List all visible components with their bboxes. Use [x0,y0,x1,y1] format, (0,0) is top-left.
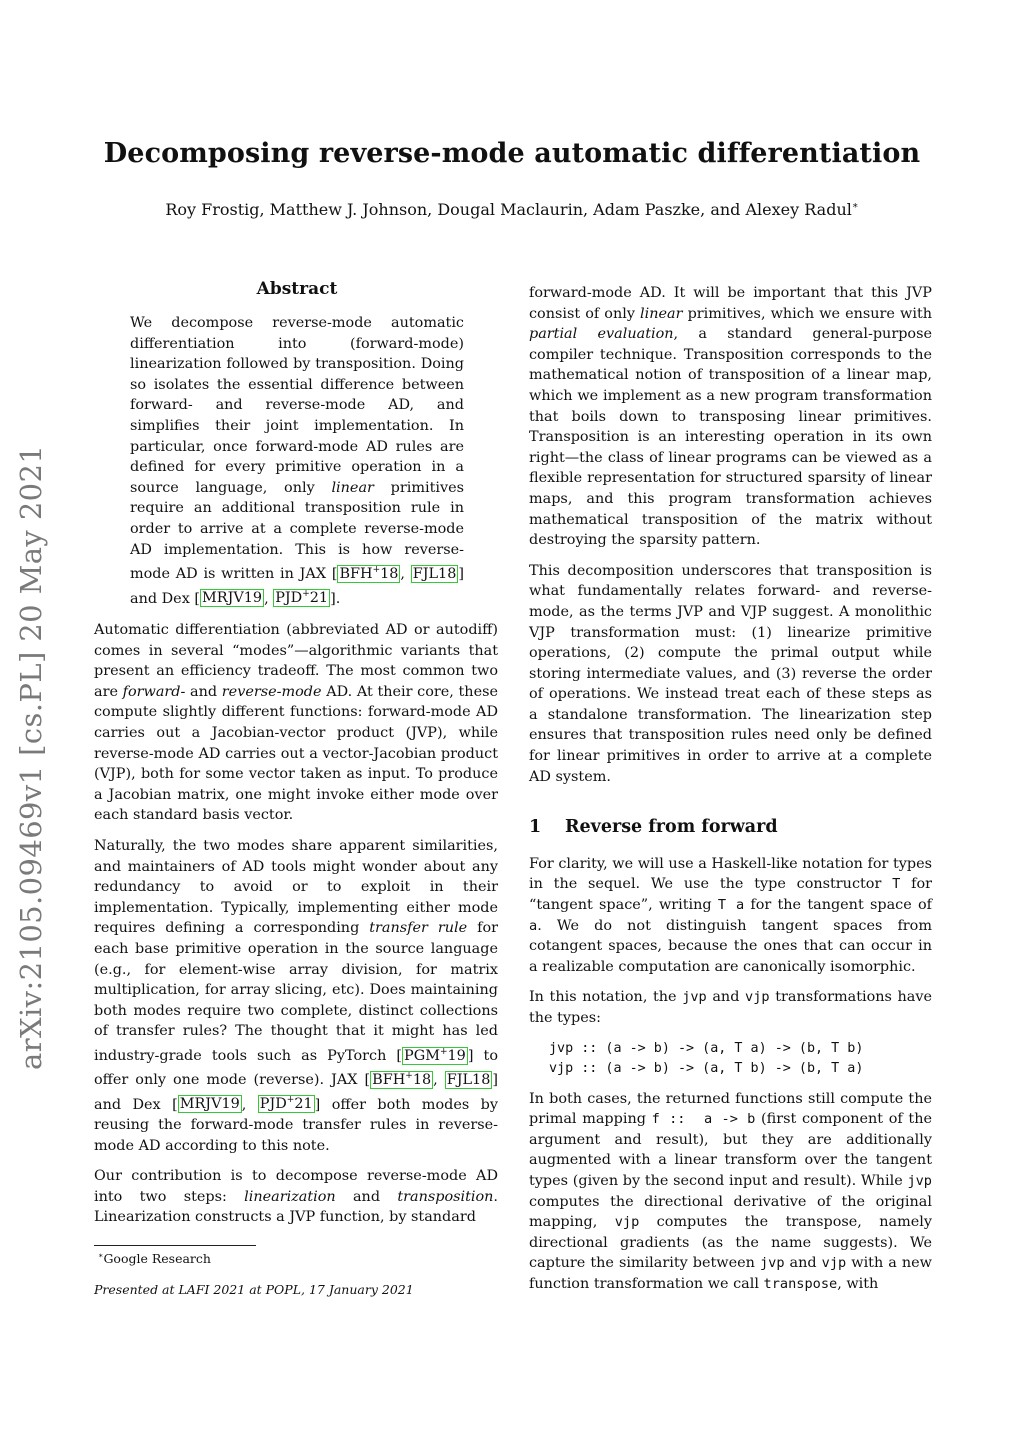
left-paragraph-2: Naturally, the two modes share apparent similarities, and maintainers of AD tools might wonder about any redundancy to avoid or to exploit in their implementation. Typically, implementing either mode requires defining a corresponding transfer rule for each base primitive operation in the source language (e.g., for element-wise array division, for matrix multiplication, for array slicing, etc). Does maintaining both modes require two complete, distinct collections of transfer rules? The thought that it might has led industry-grade tools such as PyTorch [ PGM+19 ] to offer only one mode (reverse). JAX [ BFH+18 , FJL18 ] and Dex [ MRJV19 , PJD+21 ] offer both modes by reusing the forward-mode transfer rules in reverse-mode AD according to this note. [94,837,498,1154]
abstract-text-part: and Dex [130,590,195,607]
footnote-divider [94,1245,256,1246]
left-paragraph-3 [94,1166,498,1228]
citation-separator: , [400,565,411,582]
citation-key: PJD [275,590,303,607]
abstract-text-part: We decompose reverse-mode automatic differentiation into (forward-mode) linearization followed by transposition. Doing so isolates the essential difference between forward- and reverse-mode AD, and simplifies their joint implementation. In particular, once forward-mode AD rules are defined for every primitive operation in a source language, only [130,315,464,496]
citation-link[interactable] [337,565,400,583]
code-inline: vjp [821,1255,847,1272]
text-run: and [784,1255,822,1272]
code-inline: transpose [763,1275,838,1292]
abstract-text: We decompose reverse-mode automatic differentiation into (forward-mode) linearization followed by transposition. Doing so isolates the essential difference between forward- and reverse-mode AD, and simplifies their joint implementation. In particular, once forward-mode AD rules are defined for every primitive operation in a source language, only linear primitives require an additional transposition rule in order to arrive at a complete reverse-mode AD implementation. This is how reverse-mode AD is written in JAX [ BFH+18 , FJL18 ] and Dex [ MRJV19 , PJD+21 ]. [130,315,464,607]
citation-key-sup: + [372,565,381,576]
text-run: (first component of the argument and result), but they are additionally augmented with a linear transform over the tangent types (given by the second input and result). While [529,1111,932,1189]
abstract-block [130,313,464,619]
section-heading [529,817,932,838]
text-run: for the tangent space of [744,897,932,914]
text-run: Automatic differentiation (abbreviated AD or autodiff) comes in several “modes”—algorithmic variants that present an efficiency tradeoff. The most common two are [94,622,498,700]
citation-link[interactable]: MRJV19 [179,1096,240,1113]
emphasis: reverse-mode [221,683,322,700]
code-inline: jvp [907,1172,932,1189]
emphasis: linearization [244,1188,336,1205]
citation-key-year: 21 [294,1096,313,1113]
abstract-emphasis: linear [331,479,374,496]
citation-link[interactable] [402,1047,468,1065]
text-run: and [706,989,746,1006]
text-run: , a standard general-purpose compiler technique. Transposition corresponds to the mathematical notion of transposition of a linear map, which we implement as a new program transformation that boils down to transposing linear primitives. Transposition is an interesting operation in its own right—the class of linear programs can be viewed as a flexible representation for structured sparsity of linear maps, and this program transformation achieves mathematical transposition of the matrix without destroying the sparsity pattern. [529,326,932,549]
text-run: forward-mode AD. It will be important that this JVP consist of only [529,285,932,322]
citation-key: BFH [339,565,373,582]
left-column [94,620,498,1238]
text-run: computes the transpose, namely directional gradients (as the name suggests). We capture the similarity between [529,1214,932,1272]
paper-title: Decomposing reverse-mode automatic differentiation [103,138,921,169]
text-run: and [185,683,222,700]
citation-link[interactable]: FJL18 [446,1072,491,1089]
citation-link[interactable] [258,1095,315,1113]
citation-key-sup: + [405,1071,413,1082]
right-paragraph-4 [529,987,932,1028]
footnote-mark: ∗ [98,1251,104,1260]
text-run: with a new function transformation we call [529,1255,932,1292]
code-line-jvp: jvp :: (a -> b) -> (a, T a) -> (b, T b) [549,1040,864,1056]
text-run: and [335,1188,398,1205]
text-run: for “tangent space”, writing [529,876,932,914]
emphasis: transfer rule [369,920,468,937]
citation-link[interactable] [273,589,330,607]
text-run: Naturally, the two modes share apparent similarities, and maintainers of AD tools might wonder about any redundancy to avoid or to exploit in their implementation. Typically, implementing either mode requires defining a corresponding [94,837,498,937]
citation-link[interactable]: MRJV19 [202,590,263,607]
abstract-text-part: . [335,590,341,607]
text-run: In both cases, the returned functions still compute the primal mapping [529,1090,932,1128]
code-block [549,1039,932,1079]
emphasis: partial evaluation [529,326,674,343]
citation-key-year: 19 [447,1047,466,1064]
section-title: Reverse from forward [565,817,778,838]
emphasis: linear [640,305,683,322]
right-paragraph-5 [529,1089,932,1295]
code-inline: vjp [745,989,770,1006]
citation-separator: , [433,1072,445,1089]
code-inline: f :: a -> b [651,1111,756,1128]
section-number: 1 [529,817,542,838]
text-run: computes the directional derivative of the original mapping, [529,1193,932,1231]
text-run: for each base primitive operation in the source language (e.g., for element-wise array division, for matrix multiplication, for array slicing, etc). Does maintaining both modes require two complete, distinct collections of transfer rules? The thought that it might has led industry-grade tools such as PyTorch [94,920,498,1064]
citation-separator: , [241,1096,258,1113]
text-run: AD. At their core, these compute slightly different functions: forward-mode AD carries out a Jacobian-vector product (JVP), while reverse-mode AD carries out a vector-Jacobian product (VJP), both for some vector taken as input. To produce a Jacobian matrix, one might invoke either mode over each standard basis vector. [94,683,498,824]
abstract-text-part: primitives require an additional transposition rule in order to arrive at a complete reverse-mode AD implementation. This is how reverse-mode AD is written in JAX [130,479,464,582]
citation-key-year: 18 [412,1072,432,1089]
right-paragraph-3 [529,854,932,978]
code-inline: vjp [614,1214,640,1231]
footnote-text: Google Research [103,1251,211,1267]
footnote [98,1251,211,1266]
left-paragraph-1 [94,620,498,826]
text-run: to offer only one mode (reverse). JAX [94,1047,498,1089]
text-run: primitives, which we ensure with [682,305,932,322]
text-run: offer both modes by reusing the forward-mode transfer rules in reverse-mode AD according to this note. [94,1096,498,1154]
right-column [529,283,932,1305]
right-paragraph-1 [529,283,932,551]
authors-text: Roy Frostig, Matthew J. Johnson, Dougal Maclaurin, Adam Paszke, and Alexey Radul [165,200,852,219]
right-paragraph-2: This decomposition underscores that transposition is what fundamentally relates forward- and reverse-mode, as the terms JVP and VJP suggest. A monolithic VJP transformation must: (1) linearize primitive operations, (2) compute the primal output while storing intermediate values, and (3) reverse the order of operations. We instead treat each of these steps as a standalone transformation. The linearization step ensures that transposition rules need only be defined for linear primitives in order to arrive at a complete AD system. [529,562,932,785]
author-list [0,200,1024,219]
code-inline: T [892,876,901,893]
citation-key: PGM [404,1047,440,1064]
code-inline: T a [717,897,745,914]
citation-key-year: 18 [380,565,399,582]
citation-link[interactable] [370,1071,433,1089]
citation-link[interactable]: FJL18 [412,565,457,582]
text-run: . We do not distinguish tangent spaces from cotangent spaces, because the ones that can occur in a realizable computation are canonically isomorphic. [529,917,932,975]
abstract-heading: Abstract [256,279,338,299]
citation-key: PJD [259,1096,287,1113]
text-run: transformations have the types: [529,989,932,1026]
citation-key-sup: + [302,589,310,600]
text-run: In this notation, the [529,989,683,1006]
text-run: , with [837,1275,879,1292]
citation-key-sup: + [286,1095,295,1106]
emphasis: transposition [397,1188,494,1205]
code-line-vjp: vjp :: (a -> b) -> (a, T b) -> (b, T a) [549,1060,864,1076]
code-inline: jvp [682,989,707,1006]
text-run: Our contribution is to decompose reverse-mode AD into two steps: [94,1168,498,1205]
author-footnote-mark: ∗ [851,200,859,212]
citation-key: BFH [372,1072,406,1089]
citation-separator: , [264,590,274,607]
citation-key-year: 21 [309,590,329,607]
text-run: and Dex [94,1096,173,1113]
arxiv-identifier: arXiv:2105.09469v1 [cs.PL] 20 May 2021 [14,444,48,1070]
code-inline: a [529,917,538,934]
code-inline: jvp [759,1255,785,1272]
emphasis: forward- [122,683,186,700]
text-run: . Linearization constructs a JVP function, by standard [94,1188,498,1226]
citation-key-sup: + [439,1046,448,1057]
text-run: For clarity, we will use a Haskell-like notation for types in the sequel. We use the type constructor [529,855,932,893]
venue-note: Presented at LAFI 2021 at POPL, 17 January 2021 [94,1282,414,1297]
